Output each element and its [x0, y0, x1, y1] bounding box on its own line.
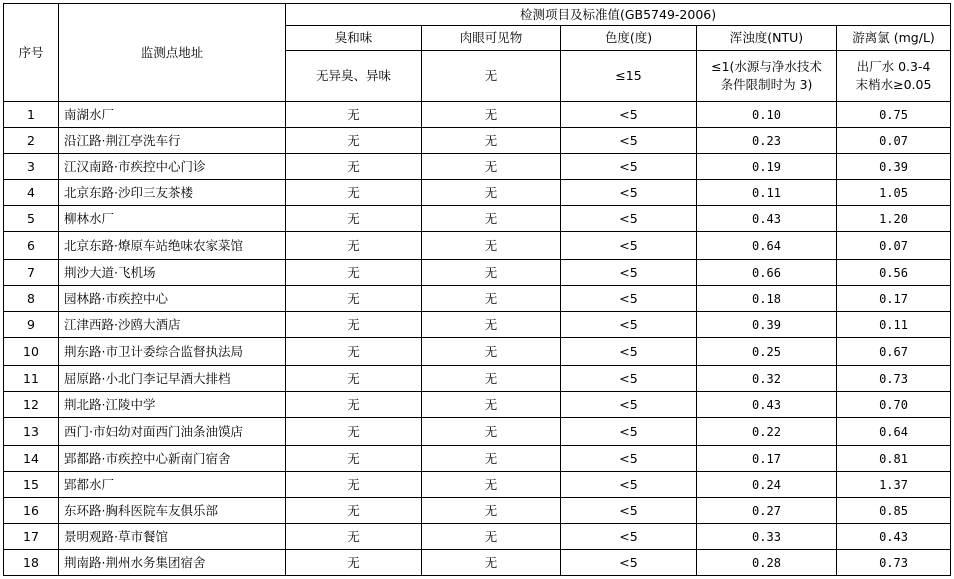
table-row	[4, 102, 951, 128]
table-row	[4, 286, 951, 312]
chlorine-cell: 0.73	[837, 550, 951, 576]
site-cell: 江津西路·沙鸥大酒店	[59, 312, 286, 338]
odor-standard: 无异臭、异味	[286, 51, 422, 102]
color-cell: <5	[561, 446, 697, 472]
seq-cell: 12	[4, 392, 59, 418]
odor-cell: 无	[286, 472, 422, 498]
color-cell: <5	[561, 260, 697, 286]
color-cell: <5	[561, 180, 697, 206]
turbidity-cell: 0.23	[697, 128, 837, 154]
chlorine-cell: 0.85	[837, 498, 951, 524]
turbidity-cell: 0.27	[697, 498, 837, 524]
site-cell: 北京东路·燎原车站绝味农家菜馆	[59, 232, 286, 260]
color-cell: <5	[561, 366, 697, 392]
visible-matter-cell: 无	[422, 180, 561, 206]
color-header: 色度(度)	[561, 26, 697, 51]
visible-matter-standard: 无	[422, 51, 561, 102]
site-header: 监测点地址	[59, 4, 286, 102]
color-cell: <5	[561, 206, 697, 232]
table-row	[4, 232, 951, 260]
chlorine-standard	[837, 51, 951, 102]
odor-cell: 无	[286, 312, 422, 338]
odor-cell: 无	[286, 206, 422, 232]
turbidity-cell: 0.43	[697, 206, 837, 232]
visible-matter-cell: 无	[422, 366, 561, 392]
chlorine-cell: 0.11	[837, 312, 951, 338]
turbidity-standard-line-2: 条件限制时为 3)	[720, 77, 813, 92]
seq-cell: 11	[4, 366, 59, 392]
table-body	[4, 102, 951, 576]
visible-matter-cell: 无	[422, 154, 561, 180]
color-cell: <5	[561, 392, 697, 418]
visible-matter-cell: 无	[422, 392, 561, 418]
site-cell: 柳林水厂	[59, 206, 286, 232]
chlorine-cell: 0.67	[837, 338, 951, 366]
seq-cell: 1	[4, 102, 59, 128]
odor-cell: 无	[286, 128, 422, 154]
site-cell: 郢都水厂	[59, 472, 286, 498]
chlorine-cell: 0.73	[837, 366, 951, 392]
seq-cell: 15	[4, 472, 59, 498]
seq-cell: 6	[4, 232, 59, 260]
odor-cell: 无	[286, 286, 422, 312]
visible-matter-header: 肉眼可见物	[422, 26, 561, 51]
chlorine-cell: 0.75	[837, 102, 951, 128]
site-cell: 屈原路·小北门李记早酒大排档	[59, 366, 286, 392]
odor-cell: 无	[286, 102, 422, 128]
seq-cell: 16	[4, 498, 59, 524]
chlorine-cell: 0.07	[837, 232, 951, 260]
turbidity-cell: 0.28	[697, 550, 837, 576]
site-cell: 东环路·胸科医院车友俱乐部	[59, 498, 286, 524]
odor-cell: 无	[286, 446, 422, 472]
turbidity-cell: 0.32	[697, 366, 837, 392]
table-row	[4, 312, 951, 338]
chlorine-cell: 0.64	[837, 418, 951, 446]
odor-cell: 无	[286, 338, 422, 366]
chlorine-cell: 0.43	[837, 524, 951, 550]
chlorine-standard-line-1: 出厂水 0.3-4	[856, 59, 931, 74]
visible-matter-cell: 无	[422, 286, 561, 312]
visible-matter-cell: 无	[422, 524, 561, 550]
table-row	[4, 206, 951, 232]
turbidity-cell: 0.22	[697, 418, 837, 446]
color-cell: <5	[561, 418, 697, 446]
site-cell: 沿江路·荆江亭洗车行	[59, 128, 286, 154]
seq-cell: 9	[4, 312, 59, 338]
turbidity-header: 浑浊度(NTU)	[697, 26, 837, 51]
odor-cell: 无	[286, 550, 422, 576]
color-cell: <5	[561, 472, 697, 498]
chlorine-cell: 0.81	[837, 446, 951, 472]
odor-header: 臭和味	[286, 26, 422, 51]
odor-cell: 无	[286, 392, 422, 418]
seq-cell: 3	[4, 154, 59, 180]
color-cell: <5	[561, 524, 697, 550]
visible-matter-cell: 无	[422, 550, 561, 576]
odor-cell: 无	[286, 498, 422, 524]
site-cell: 南湖水厂	[59, 102, 286, 128]
seq-cell: 7	[4, 260, 59, 286]
turbidity-cell: 0.25	[697, 338, 837, 366]
seq-cell: 4	[4, 180, 59, 206]
site-cell: 北京东路·沙印三友茶楼	[59, 180, 286, 206]
chlorine-standard-line-2: 末梢水≥0.05	[855, 77, 932, 92]
turbidity-cell: 0.64	[697, 232, 837, 260]
chlorine-header: 游离氯 (mg/L)	[837, 26, 951, 51]
water-quality-table	[3, 3, 951, 576]
seq-cell: 8	[4, 286, 59, 312]
chlorine-cell: 0.39	[837, 154, 951, 180]
site-cell: 景明观路·草市餐馆	[59, 524, 286, 550]
table-row	[4, 472, 951, 498]
seq-cell: 2	[4, 128, 59, 154]
turbidity-cell: 0.19	[697, 154, 837, 180]
odor-cell: 无	[286, 418, 422, 446]
seq-cell: 17	[4, 524, 59, 550]
turbidity-standard	[697, 51, 837, 102]
color-cell: <5	[561, 232, 697, 260]
table-row	[4, 128, 951, 154]
visible-matter-cell: 无	[422, 102, 561, 128]
turbidity-cell: 0.43	[697, 392, 837, 418]
seq-cell: 5	[4, 206, 59, 232]
table-row	[4, 260, 951, 286]
odor-cell: 无	[286, 232, 422, 260]
color-cell: <5	[561, 338, 697, 366]
visible-matter-cell: 无	[422, 206, 561, 232]
seq-cell: 13	[4, 418, 59, 446]
table-row	[4, 366, 951, 392]
color-cell: <5	[561, 102, 697, 128]
chlorine-cell: 0.17	[837, 286, 951, 312]
seq-header: 序号	[4, 4, 59, 102]
chlorine-cell: 0.07	[837, 128, 951, 154]
color-cell: <5	[561, 498, 697, 524]
odor-cell: 无	[286, 180, 422, 206]
turbidity-cell: 0.18	[697, 286, 837, 312]
visible-matter-cell: 无	[422, 232, 561, 260]
odor-cell: 无	[286, 154, 422, 180]
visible-matter-cell: 无	[422, 418, 561, 446]
color-standard: ≤15	[561, 51, 697, 102]
color-cell: <5	[561, 128, 697, 154]
table-row	[4, 550, 951, 576]
turbidity-cell: 0.33	[697, 524, 837, 550]
chlorine-cell: 1.05	[837, 180, 951, 206]
turbidity-standard-line-1: ≤1(水源与净水技术	[711, 59, 822, 74]
turbidity-cell: 0.66	[697, 260, 837, 286]
visible-matter-cell: 无	[422, 338, 561, 366]
turbidity-cell: 0.39	[697, 312, 837, 338]
test-items-header: 检测项目及标准值(GB5749-2006)	[286, 4, 951, 26]
site-cell: 荆沙大道·飞机场	[59, 260, 286, 286]
visible-matter-cell: 无	[422, 472, 561, 498]
site-cell: 园林路·市疾控中心	[59, 286, 286, 312]
table-row	[4, 338, 951, 366]
color-cell: <5	[561, 312, 697, 338]
site-cell: 西门·市妇幼对面西门油条油馍店	[59, 418, 286, 446]
color-cell: <5	[561, 154, 697, 180]
color-cell: <5	[561, 550, 697, 576]
seq-cell: 18	[4, 550, 59, 576]
visible-matter-cell: 无	[422, 260, 561, 286]
odor-cell: 无	[286, 260, 422, 286]
seq-cell: 10	[4, 338, 59, 366]
table-row	[4, 180, 951, 206]
seq-cell: 14	[4, 446, 59, 472]
chlorine-cell: 0.70	[837, 392, 951, 418]
turbidity-cell: 0.11	[697, 180, 837, 206]
chlorine-cell: 1.37	[837, 472, 951, 498]
visible-matter-cell: 无	[422, 128, 561, 154]
chlorine-cell: 1.20	[837, 206, 951, 232]
site-cell: 荆东路·市卫计委综合监督执法局	[59, 338, 286, 366]
visible-matter-cell: 无	[422, 312, 561, 338]
table-row	[4, 392, 951, 418]
site-cell: 荆北路·江陵中学	[59, 392, 286, 418]
table-row	[4, 446, 951, 472]
odor-cell: 无	[286, 524, 422, 550]
turbidity-cell: 0.24	[697, 472, 837, 498]
table-row	[4, 524, 951, 550]
table-row	[4, 418, 951, 446]
site-cell: 郢都路·市疾控中心新南门宿舍	[59, 446, 286, 472]
color-cell: <5	[561, 286, 697, 312]
table-row	[4, 154, 951, 180]
turbidity-cell: 0.10	[697, 102, 837, 128]
site-cell: 江汉南路·市疾控中心门诊	[59, 154, 286, 180]
table-row	[4, 498, 951, 524]
turbidity-cell: 0.17	[697, 446, 837, 472]
visible-matter-cell: 无	[422, 446, 561, 472]
chlorine-cell: 0.56	[837, 260, 951, 286]
site-cell: 荆南路·荆州水务集团宿舍	[59, 550, 286, 576]
visible-matter-cell: 无	[422, 498, 561, 524]
odor-cell: 无	[286, 366, 422, 392]
